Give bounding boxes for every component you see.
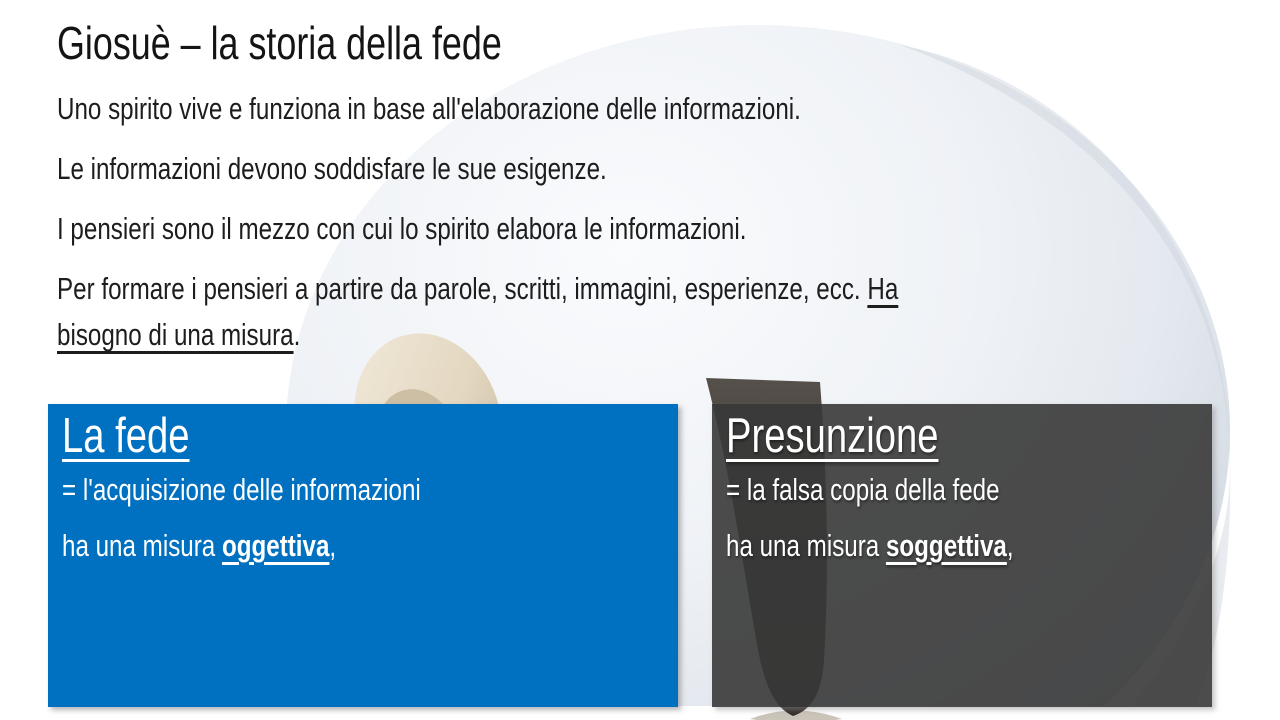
faith-box-measure bbox=[62, 526, 532, 566]
presumption-box-measure bbox=[726, 526, 1094, 566]
faith-box-heading: La fede bbox=[62, 409, 190, 463]
paragraph-4 bbox=[57, 266, 898, 358]
slide-title: Giosuè – la storia della fede bbox=[57, 17, 502, 69]
paragraph-3: I pensieri sono il mezzo con cui lo spirito elabora le informazioni. bbox=[57, 211, 747, 246]
faith-box-measure-suffix: , bbox=[329, 528, 337, 563]
presumption-box-measure-suffix: , bbox=[1006, 528, 1014, 563]
body-text bbox=[57, 86, 1136, 372]
paragraph-1: Uno spirito vive e funziona in base all'elaborazione delle informazioni. bbox=[57, 91, 801, 126]
presumption-box-heading: Presunzione bbox=[726, 409, 939, 463]
presumption-box bbox=[712, 404, 1212, 707]
bottom-white-mask bbox=[0, 706, 1280, 720]
paragraph-4-suffix: . bbox=[293, 317, 301, 352]
faith-box-emphasis: oggettiva bbox=[221, 528, 330, 563]
faith-box bbox=[48, 404, 678, 707]
presumption-box-emphasis: soggettiva bbox=[885, 528, 1007, 563]
paragraph-4-text: Per formare i pensieri a partire da parole, scritti, immagini, esperienze, ecc. bbox=[57, 271, 868, 306]
faith-box-definition: = l'acquisizione delle informazioni bbox=[62, 472, 421, 507]
underlined-phrase-part-1: Ha bbox=[867, 271, 899, 306]
presumption-box-definition: = la falsa copia della fede bbox=[726, 472, 1000, 507]
faith-box-measure-prefix: ha una misura bbox=[62, 528, 222, 563]
underlined-phrase-part-2: bisogno di una misura bbox=[57, 317, 294, 352]
paragraph-2: Le informazioni devono soddisfare le sue esigenze. bbox=[57, 151, 607, 186]
presumption-box-measure-prefix: ha una misura bbox=[726, 528, 886, 563]
